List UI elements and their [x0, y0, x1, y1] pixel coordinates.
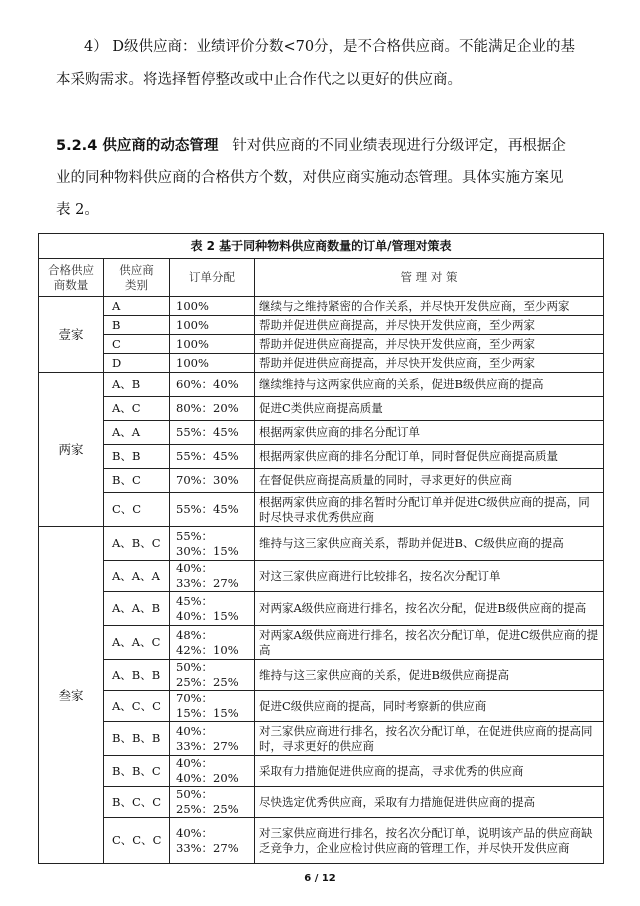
table-row	[39, 527, 604, 561]
policy-cell: 帮助并促进供应商提高，并尽快开发供应商，至少两家	[255, 354, 604, 373]
paragraph-line: 本采购需求。将选择暂停整改或中止合作代之以更好的供应商。	[56, 72, 462, 88]
policy-cell: 尽快选定优秀供应商，采取有力措施促进供应商的提高	[255, 787, 604, 818]
table-row	[39, 722, 604, 756]
table-title-row	[39, 234, 604, 259]
table-row	[39, 756, 604, 787]
category-cell: B	[104, 316, 170, 335]
table-title: 表 2 基于同种物料供应商数量的订单/管理对策表	[39, 234, 604, 259]
allocation-cell: 48%：42%：10%	[170, 626, 255, 660]
table-row	[39, 691, 604, 722]
policy-cell: 根据两家供应商的排名分配订单，同时督促供应商提高质量	[255, 445, 604, 469]
paragraph-line: 业的同种物料供应商的合格供方个数，对供应商实施动态管理。具体实施方案见	[56, 170, 564, 186]
category-cell: C、C、C	[104, 818, 170, 864]
group-label: 两家	[39, 373, 104, 527]
category-cell: A、A	[104, 421, 170, 445]
header-order-allocation: 订单分配	[170, 259, 255, 297]
category-cell: C、C	[104, 493, 170, 527]
policy-cell: 对三家供应商进行排名，按名次分配订单，说明该产品的供应商缺乏竞争力，企业应检讨供应商的管理工作，并尽快开发供应商	[255, 818, 604, 864]
allocation-cell: 55%：45%	[170, 493, 255, 527]
policy-cell: 继续与之维持紧密的合作关系，并尽快开发供应商，至少两家	[255, 297, 604, 316]
policy-cell: 在督促供应商提高质量的同时，寻求更好的供应商	[255, 469, 604, 493]
allocation-cell: 100%	[170, 297, 255, 316]
category-cell: D	[104, 354, 170, 373]
table-row	[39, 592, 604, 626]
group-label: 叁家	[39, 527, 104, 864]
header-management-policy: 管 理 对 策	[255, 259, 604, 297]
table-row	[39, 297, 604, 316]
allocation-cell: 100%	[170, 316, 255, 335]
category-cell: B、B	[104, 445, 170, 469]
category-cell: A、B、C	[104, 527, 170, 561]
table-row	[39, 626, 604, 660]
table-row	[39, 660, 604, 691]
section-5-2-4	[56, 130, 601, 226]
paragraph-line: 表 2。	[56, 202, 99, 218]
group-label: 壹家	[39, 297, 104, 373]
allocation-cell: 40%：33%：27%	[170, 722, 255, 756]
allocation-cell: 55%：45%	[170, 445, 255, 469]
policy-cell: 帮助并促进供应商提高，并尽快开发供应商，至少两家	[255, 316, 604, 335]
category-cell: A、C	[104, 397, 170, 421]
paragraph-line: 4） D级供应商：业绩评价分数<70分，是不合格供应商。不能满足企业的基	[84, 39, 576, 55]
allocation-cell: 100%	[170, 335, 255, 354]
category-cell: B、B、C	[104, 756, 170, 787]
allocation-cell: 40%：33%：27%	[170, 561, 255, 592]
policy-cell: 促进C级供应商的提高，同时考察新的供应商	[255, 691, 604, 722]
header-supplier-count: 合格供应 商数量	[39, 259, 104, 297]
policy-cell: 采取有力措施促进供应商的提高，寻求优秀的供应商	[255, 756, 604, 787]
allocation-cell: 50%：25%：25%	[170, 787, 255, 818]
allocation-cell: 70%：30%	[170, 469, 255, 493]
category-cell: A、C、C	[104, 691, 170, 722]
policy-cell: 继续维持与这两家供应商的关系，促进B级供应商的提高	[255, 373, 604, 397]
table-header-row	[39, 259, 604, 297]
table-row	[39, 469, 604, 493]
category-cell: A、A、C	[104, 626, 170, 660]
section-heading: 5.2.4 供应商的动态管理	[56, 138, 219, 154]
header-supplier-category: 供应商 类别	[104, 259, 170, 297]
table-row	[39, 335, 604, 354]
allocation-cell: 45%：40%：15%	[170, 592, 255, 626]
table-row	[39, 397, 604, 421]
policy-cell: 对这三家供应商进行比较排名，按名次分配订单	[255, 561, 604, 592]
category-cell: B、C、C	[104, 787, 170, 818]
allocation-cell: 60%：40%	[170, 373, 255, 397]
category-cell: A	[104, 297, 170, 316]
allocation-cell: 55%：30%：15%	[170, 527, 255, 561]
category-cell: A、B	[104, 373, 170, 397]
policy-cell: 对两家A级供应商进行排名，按名次分配，促进B级供应商的提高	[255, 592, 604, 626]
allocation-cell: 55%：45%	[170, 421, 255, 445]
policy-cell: 对三家供应商进行排名，按名次分配订单，在促进供应商的提高同时，寻求更好的供应商	[255, 722, 604, 756]
policy-cell: 帮助并促进供应商提高，并尽快开发供应商，至少两家	[255, 335, 604, 354]
policy-cell: 根据两家供应商的排名暂时分配订单并促进C级供应商的提高，同时尽快寻求优秀供应商	[255, 493, 604, 527]
table-row	[39, 354, 604, 373]
paragraph-line: 针对供应商的不同业绩表现进行分级评定，再根据企	[232, 138, 566, 154]
table-row	[39, 561, 604, 592]
policy-cell: 维持与这三家供应商的关系，促进B级供应商提高	[255, 660, 604, 691]
allocation-cell: 100%	[170, 354, 255, 373]
allocation-cell: 80%：20%	[170, 397, 255, 421]
policy-cell: 根据两家供应商的排名分配订单	[255, 421, 604, 445]
policy-cell: 促进C类供应商提高质量	[255, 397, 604, 421]
category-cell: B、C	[104, 469, 170, 493]
table-row	[39, 493, 604, 527]
table-row	[39, 421, 604, 445]
table-row	[39, 787, 604, 818]
policy-cell: 对两家A级供应商进行排名，按名次分配订单，促进C级供应商的提高	[255, 626, 604, 660]
table-row	[39, 445, 604, 469]
category-cell: C	[104, 335, 170, 354]
table-row	[39, 316, 604, 335]
allocation-cell: 70%：15%：15%	[170, 691, 255, 722]
category-cell: A、B、B	[104, 660, 170, 691]
category-cell: A、A、B	[104, 592, 170, 626]
policy-cell: 维持与这三家供应商关系，帮助并促进B、C级供应商的提高	[255, 527, 604, 561]
allocation-cell: 50%：25%：25%	[170, 660, 255, 691]
table-row	[39, 373, 604, 397]
paragraph-rating-d	[56, 31, 596, 97]
allocation-cell: 40%：40%：20%	[170, 756, 255, 787]
category-cell: B、B、B	[104, 722, 170, 756]
allocation-cell: 40%：33%：27%	[170, 818, 255, 864]
supplier-policy-table	[38, 233, 603, 864]
page-number: 6 / 12	[304, 873, 336, 884]
table-row	[39, 818, 604, 864]
category-cell: A、A、A	[104, 561, 170, 592]
